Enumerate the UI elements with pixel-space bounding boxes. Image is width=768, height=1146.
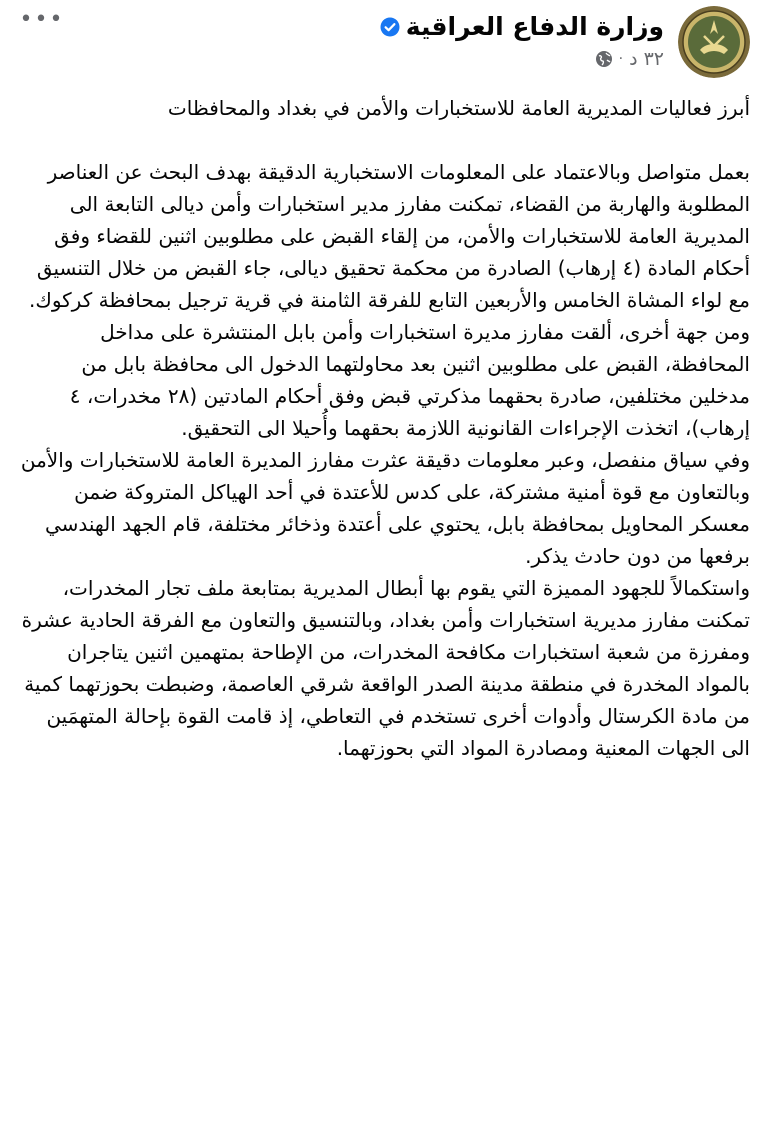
post-timestamp[interactable]: ٣٢ د bbox=[629, 48, 664, 70]
post-paragraph: وفي سياق منفصل، وعبر معلومات دقيقة عثرت مفارز المديرة العامة للاستخبارات والأمن وبالتعاون مع قوة أمنية مشتركة، على كدس للأعتدة في أحد الهياكل المتروكة ضمن معسكر المحاويل بمحافظة بابل، يحتوي على أعتدة وذخائر مختلفة، قام الجهد الهندسي برفعها من دون حادث يذكر. bbox=[20, 448, 750, 568]
meta-separator: · bbox=[618, 51, 624, 67]
post-meta bbox=[380, 48, 664, 70]
post-paragraph: ومن جهة أخرى، ألقت مفارز مديرة استخبارات وأمن بابل المنتشرة على مداخل المحافظة، القبض على مطلوبين اثنين بعد محاولتهما الدخول الى محافظة بابل من مدخلين مختلفين، صادرة بحقهما مذكرتي قبض وفق أحكام المادتين (٢٨ مخدرات، ٤ إرهاب)، اتخذت الإجراءات القانونية اللازمة بحقهما وأُحيلا الى التحقيق. bbox=[69, 320, 750, 440]
post-header-text bbox=[380, 10, 664, 70]
verified-badge-icon bbox=[380, 17, 400, 37]
post-paragraph: بعمل متواصل وبالاعتماد على المعلومات الاستخبارية الدقيقة بهدف البحث عن العناصر المطلوبة والهاربة من القضاء، تمكنت مفارز مدير استخبارات وأمن ديالى التابعة الى المديرية العامة للاستخبارات والأمن، من إلقاء القبض على مطلوبين اثنين للقضاء وفق أحكام المادة (٤ إرهاب) الصادرة من محكمة تحقيق ديالى، جاء القبض من خلال التنسيق مع لواء المشاة الخامس والأربعين التابع للفرقة الثامنة في قرية ترجيل بمحافظة كركوك. bbox=[28, 160, 750, 312]
post-title: أبرز فعاليات المديرية العامة للاستخبارات والأمن في بغداد والمحافظات bbox=[167, 96, 750, 120]
page-avatar[interactable] bbox=[678, 6, 750, 78]
more-options-button[interactable] bbox=[19, 6, 65, 32]
more-options-icon: ••• bbox=[19, 6, 65, 32]
post-body bbox=[18, 92, 750, 764]
page-name-row bbox=[380, 10, 664, 44]
globe-icon[interactable] bbox=[595, 50, 613, 68]
post-paragraph: واستكمالاً للجهود المميزة التي يقوم بها أبطال المديرية بمتابعة ملف تجار المخدرات، تمكنت مفارز مديرية استخبارات وأمن بغداد، وبالتنسيق والتعاون مع الفرقة الحادية عشرة ومفرزة من شعبة استخبارات مكافحة المخدرات، من الإطاحة بمتهمين اثنين يتاجران بالمواد المخدرة في منطقة مدينة الصدر الواقعة شرقي العاصمة، وضبطت بحوزتهما كمية من مادة الكرستال وأدوات أخرى تستخدم في التعاطي، إذ قامت القوة بإحالة المتهمَين الى الجهات المعنية ومصادرة المواد التي بحوزتهما. bbox=[21, 576, 750, 760]
page-name[interactable]: وزارة الدفاع العراقية bbox=[405, 12, 664, 41]
post-header bbox=[0, 0, 768, 90]
